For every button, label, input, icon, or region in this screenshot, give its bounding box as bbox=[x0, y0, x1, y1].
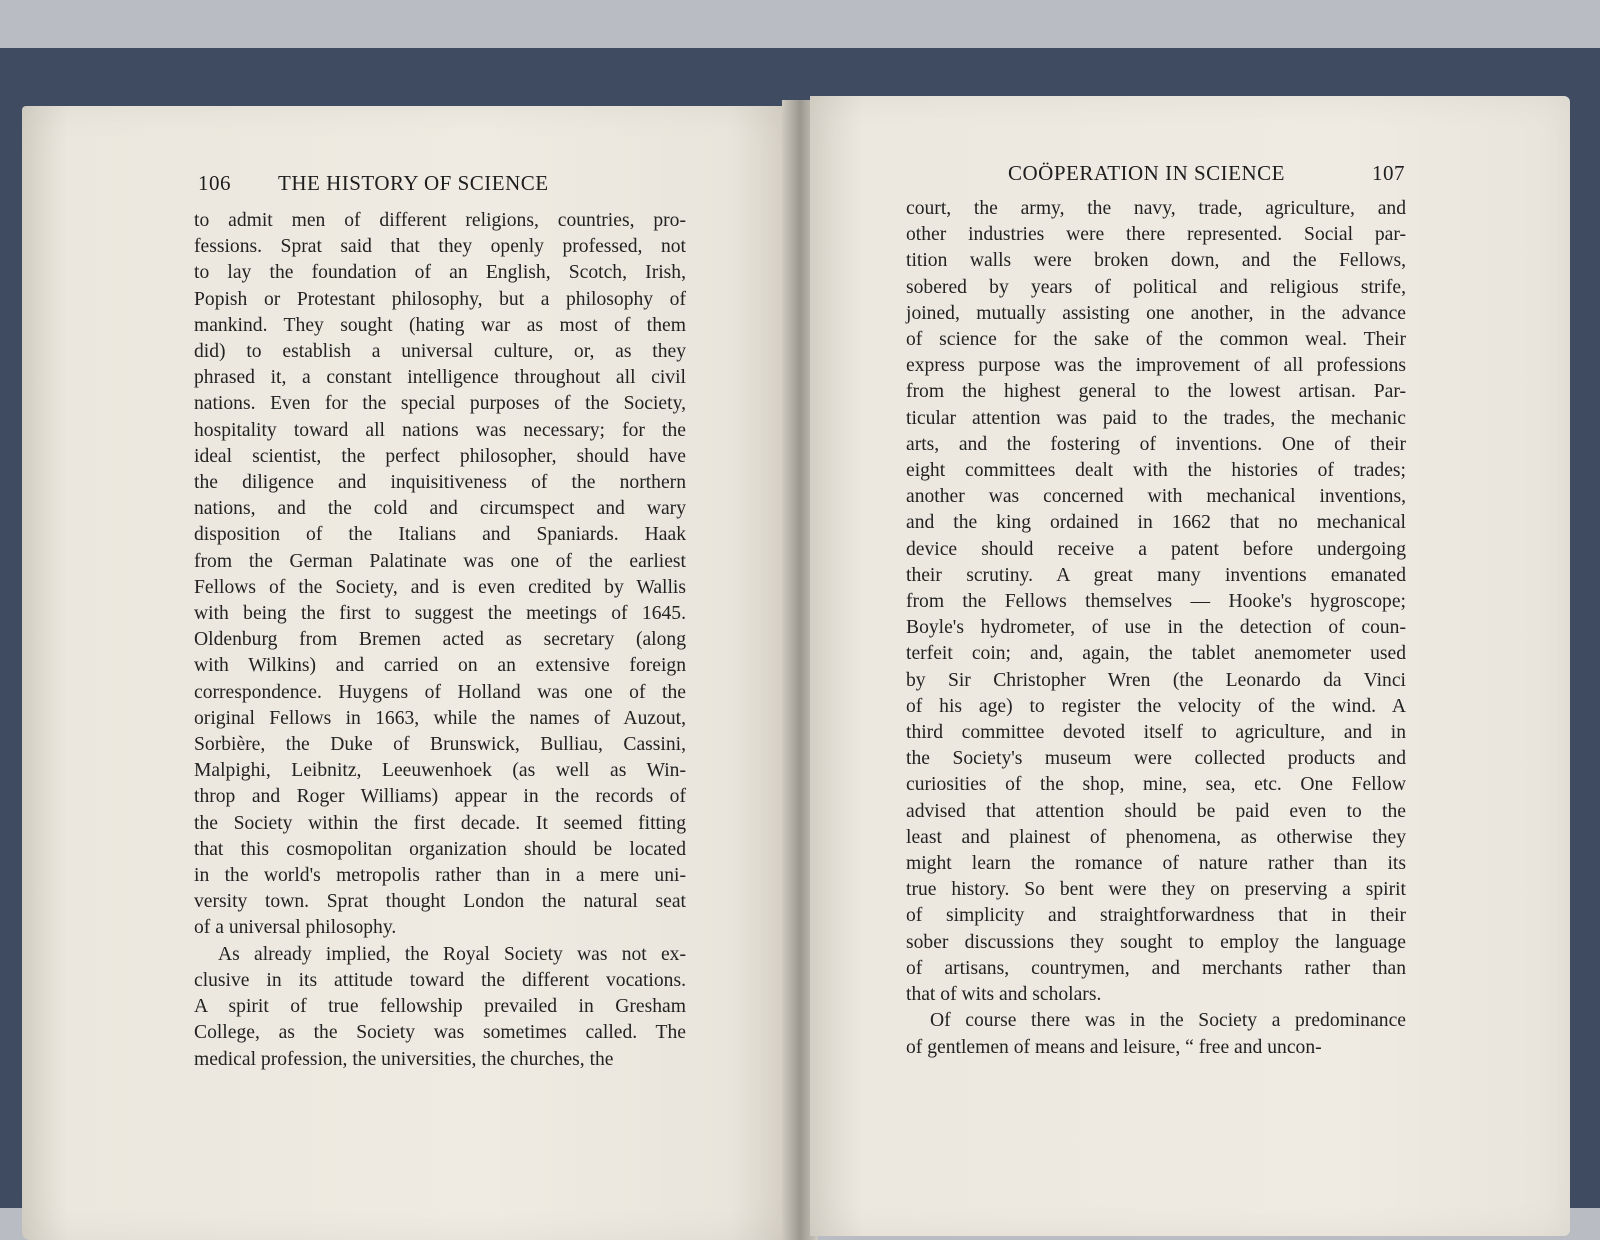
text-line: A spirit of true fellowship prevailed in Gresham bbox=[194, 996, 686, 1018]
text-line: Oldenburg from Bremen acted as secretary (along bbox=[194, 629, 686, 651]
text-line: from the German Palatinate was one of the earliest bbox=[194, 550, 686, 572]
text-line: of simplicity and straightforwardness that in their bbox=[906, 905, 1406, 927]
paragraph bbox=[906, 196, 1406, 1008]
text-line: another was concerned with mechanical inventions, bbox=[906, 486, 1406, 508]
text-line: Fellows of the Society, and is even credited by Wallis bbox=[194, 576, 686, 598]
text-line: with being the first to suggest the meetings of 1645. bbox=[194, 603, 686, 625]
text-line: the Society within the first decade. It seemed fitting bbox=[194, 812, 686, 834]
text-line: throp and Roger Williams) appear in the records of bbox=[194, 786, 686, 808]
text-line: to admit men of different religions, countries, pro- bbox=[194, 210, 686, 231]
right-page-number: 107 bbox=[1372, 161, 1405, 185]
text-line: with Wilkins) and carried on an extensive foreign bbox=[194, 655, 686, 677]
right-body-text bbox=[906, 196, 1406, 1061]
text-line: to lay the foundation of an English, Scotch, Irish, bbox=[194, 262, 686, 284]
text-line: College, as the Society was sometimes called. The bbox=[194, 1022, 686, 1044]
text-line: phrased it, a constant intelligence throughout all civil bbox=[194, 367, 686, 389]
text-line: from the Fellows themselves — Hooke's hygroscope; bbox=[906, 591, 1406, 613]
text-line: other industries were there represented. Social par- bbox=[906, 224, 1406, 246]
text-line: and the king ordained in 1662 that no mechanical bbox=[906, 512, 1406, 534]
left-body-text bbox=[194, 208, 686, 1073]
text-line: did) to establish a universal culture, or, as they bbox=[194, 341, 686, 363]
text-line: third committee devoted itself to agriculture, and in bbox=[906, 722, 1406, 744]
text-line: eight committees dealt with the histories of trades; bbox=[906, 460, 1406, 482]
text-line: ticular attention was paid to the trades, the mechanic bbox=[906, 407, 1406, 429]
text-line: by Sir Christopher Wren (the Leonardo da Vinci bbox=[906, 669, 1406, 691]
text-line: original Fellows in 1663, while the names of Auzout, bbox=[194, 707, 686, 729]
text-line: versity town. Sprat thought London the natural seat bbox=[194, 891, 686, 913]
text-line: that this cosmopolitan organization should be located bbox=[194, 838, 686, 860]
text-line: fessions. Sprat said that they openly professed, not bbox=[194, 236, 686, 258]
right-running-title: COÖPERATION IN SCIENCE bbox=[1008, 161, 1286, 185]
text-line: sober discussions they sought to employ the language bbox=[906, 931, 1406, 953]
text-line: their scrutiny. A great many inventions emanated bbox=[906, 564, 1406, 586]
text-line: Sorbière, the Duke of Brunswick, Bulliau, Cassini, bbox=[194, 734, 686, 756]
text-line: arts, and the fostering of inventions. One of their bbox=[906, 433, 1406, 455]
text-line: of a universal philosophy. bbox=[194, 917, 397, 939]
text-line: mankind. They sought (hating war as most of them bbox=[194, 314, 686, 336]
text-line: Boyle's hydrometer, of use in the detection of coun- bbox=[906, 617, 1406, 639]
text-line: court, the army, the navy, trade, agriculture, and bbox=[906, 198, 1406, 219]
left-running-title: THE HISTORY OF SCIENCE bbox=[278, 171, 549, 195]
text-line: medical profession, the universities, the churches, the bbox=[194, 1048, 614, 1070]
text-line: the Society's museum were collected products and bbox=[906, 748, 1406, 770]
text-line: nations. Even for the special purposes of the Society, bbox=[194, 393, 686, 415]
text-line: might learn the romance of nature rather than its bbox=[906, 853, 1406, 875]
text-line: of science for the sake of the common weal. Their bbox=[906, 329, 1406, 351]
text-line: tition walls were broken down, and the Fellows, bbox=[906, 250, 1406, 272]
text-line: Popish or Protestant philosophy, but a philosophy of bbox=[194, 288, 686, 310]
open-book bbox=[0, 48, 1600, 1208]
text-line: in the world's metropolis rather than in a mere uni- bbox=[194, 865, 686, 887]
paragraph bbox=[906, 1008, 1406, 1060]
text-line: from the highest general to the lowest artisan. Par- bbox=[906, 381, 1406, 403]
right-page bbox=[810, 96, 1570, 1236]
left-page bbox=[22, 106, 790, 1240]
text-line: that of wits and scholars. bbox=[906, 984, 1102, 1006]
text-line: disposition of the Italians and Spaniards. Haak bbox=[194, 524, 686, 546]
text-line: joined, mutually assisting one another, in the advance bbox=[906, 302, 1406, 324]
text-line: hospitality toward all nations was necessary; for the bbox=[194, 419, 686, 441]
text-line: nations, and the cold and circumspect and wary bbox=[194, 498, 686, 520]
text-line: of his age) to register the velocity of the wind. A bbox=[906, 695, 1406, 717]
text-line: true history. So bent were they on preserving a spirit bbox=[906, 879, 1406, 901]
text-line: ideal scientist, the perfect philosopher, should have bbox=[194, 445, 686, 467]
text-line: terfeit coin; and, again, the tablet anemometer used bbox=[906, 643, 1406, 665]
text-line: correspondence. Huygens of Holland was one of the bbox=[194, 681, 686, 703]
text-line: of artisans, countrymen, and merchants rather than bbox=[906, 957, 1406, 979]
text-line: device should receive a patent before undergoing bbox=[906, 538, 1406, 560]
text-line: Malpighi, Leibnitz, Leeuwenhoek (as well as Win- bbox=[194, 760, 686, 782]
text-line: of gentlemen of means and leisure, “ free and uncon- bbox=[906, 1036, 1322, 1058]
paragraph bbox=[194, 208, 686, 942]
left-page-number: 106 bbox=[198, 171, 231, 195]
text-line: curiosities of the shop, mine, sea, etc. One Fellow bbox=[906, 774, 1406, 796]
text-line: least and plainest of phenomena, as otherwise they bbox=[906, 826, 1406, 848]
text-line: clusive in its attitude toward the different vocations. bbox=[194, 969, 686, 991]
paragraph bbox=[194, 942, 686, 1073]
text-line: Of course there was in the Society a predominance bbox=[930, 1010, 1406, 1032]
text-line: sobered by years of political and religious strife, bbox=[906, 276, 1406, 298]
text-line: advised that attention should be paid even to the bbox=[906, 800, 1406, 822]
text-line: the diligence and inquisitiveness of the northern bbox=[194, 472, 686, 494]
text-line: As already implied, the Royal Society was not ex- bbox=[218, 943, 686, 965]
text-line: express purpose was the improvement of all professions bbox=[906, 355, 1406, 377]
